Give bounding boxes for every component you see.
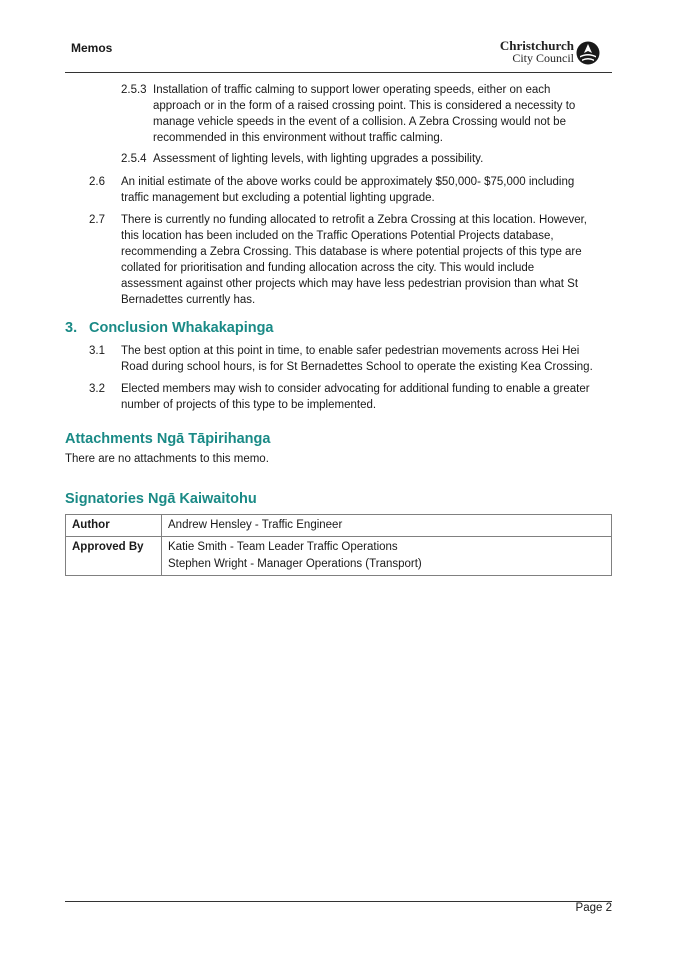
author-label: Author [66,515,162,537]
item-line: assessment against other projects which may have less pedestrian provision than what St [121,278,579,290]
approver-name: Stephen Wright - Manager Operations (Transport) [168,558,422,570]
item-line: Road during school hours, is for St Bernadettes School to operate the existing Kea Crossing. [121,361,593,373]
table-row [66,537,612,576]
item-line: number of projects of this type to be implemented. [121,399,377,411]
author-value: Andrew Hensley - Traffic Engineer [162,515,612,537]
item-line: traffic management but excluding a potential lighting upgrade. [121,192,435,204]
item-line: Assessment of lighting levels, with lighting upgrades a possibility. [153,153,484,165]
signatories-heading: Signatories Ngā Kaiwaitohu [65,491,257,507]
item-line: recommended in this environment without traffic calming. [153,132,443,144]
item-line: Installation of traffic calming to support lower operating speeds, either on each [153,84,551,96]
approver-name: Katie Smith - Team Leader Traffic Operations [168,541,398,553]
item-line: collated for prioritisation and funding allocation across the city. This would include [121,262,535,274]
item-line: approach or in the form of a raised crossing point. This is considered a necessity to [153,100,576,112]
footer-divider [65,901,612,902]
item-number: 3.2 [89,383,105,395]
item-line: recommending a Zebra Crossing. This database is where potential projects of this type are [121,246,582,258]
attachments-text: There are no attachments to this memo. [65,453,269,465]
item-line: Bernadettes currently has. [121,294,256,306]
table-row [66,515,612,537]
item-number: 2.5.4 [121,153,147,165]
section-number: 3. [65,320,78,336]
item-line: manage vehicle speeds in the event of a collision. A Zebra Crossing would not be [153,116,566,128]
page-number: Page 2 [575,902,612,914]
header-divider [65,72,612,73]
attachments-heading: Attachments Ngā Tāpirihanga [65,431,271,447]
item-number: 2.6 [89,176,105,188]
item-number: 3.1 [89,345,105,357]
item-line: The best option at this point in time, to enable safer pedestrian movements across Hei Hei [121,345,580,357]
council-logo [498,40,600,68]
approved-by-value [162,537,612,576]
item-number: 2.7 [89,214,105,226]
memo-header-title: Memos [71,41,113,55]
item-line: this location has been included on the Traffic Operations Potential Projects database, [121,230,554,242]
council-emblem-icon [576,41,600,65]
logo-line-1: Christchurch [499,38,574,53]
item-line: An initial estimate of the above works could be approximately $50,000- $75,000 including [121,176,575,188]
conclusion-heading [65,320,274,336]
approved-by-label: Approved By [66,537,162,576]
item-number: 2.5.3 [121,84,147,96]
signatories-table [65,514,612,576]
section-title: Conclusion Whakakapinga [89,320,274,336]
logo-line-2: City Council [512,51,574,65]
item-line: There is currently no funding allocated to retrofit a Zebra Crossing at this location. However, [121,214,587,226]
item-line: Elected members may wish to consider advocating for additional funding to enable a greater [121,383,590,395]
